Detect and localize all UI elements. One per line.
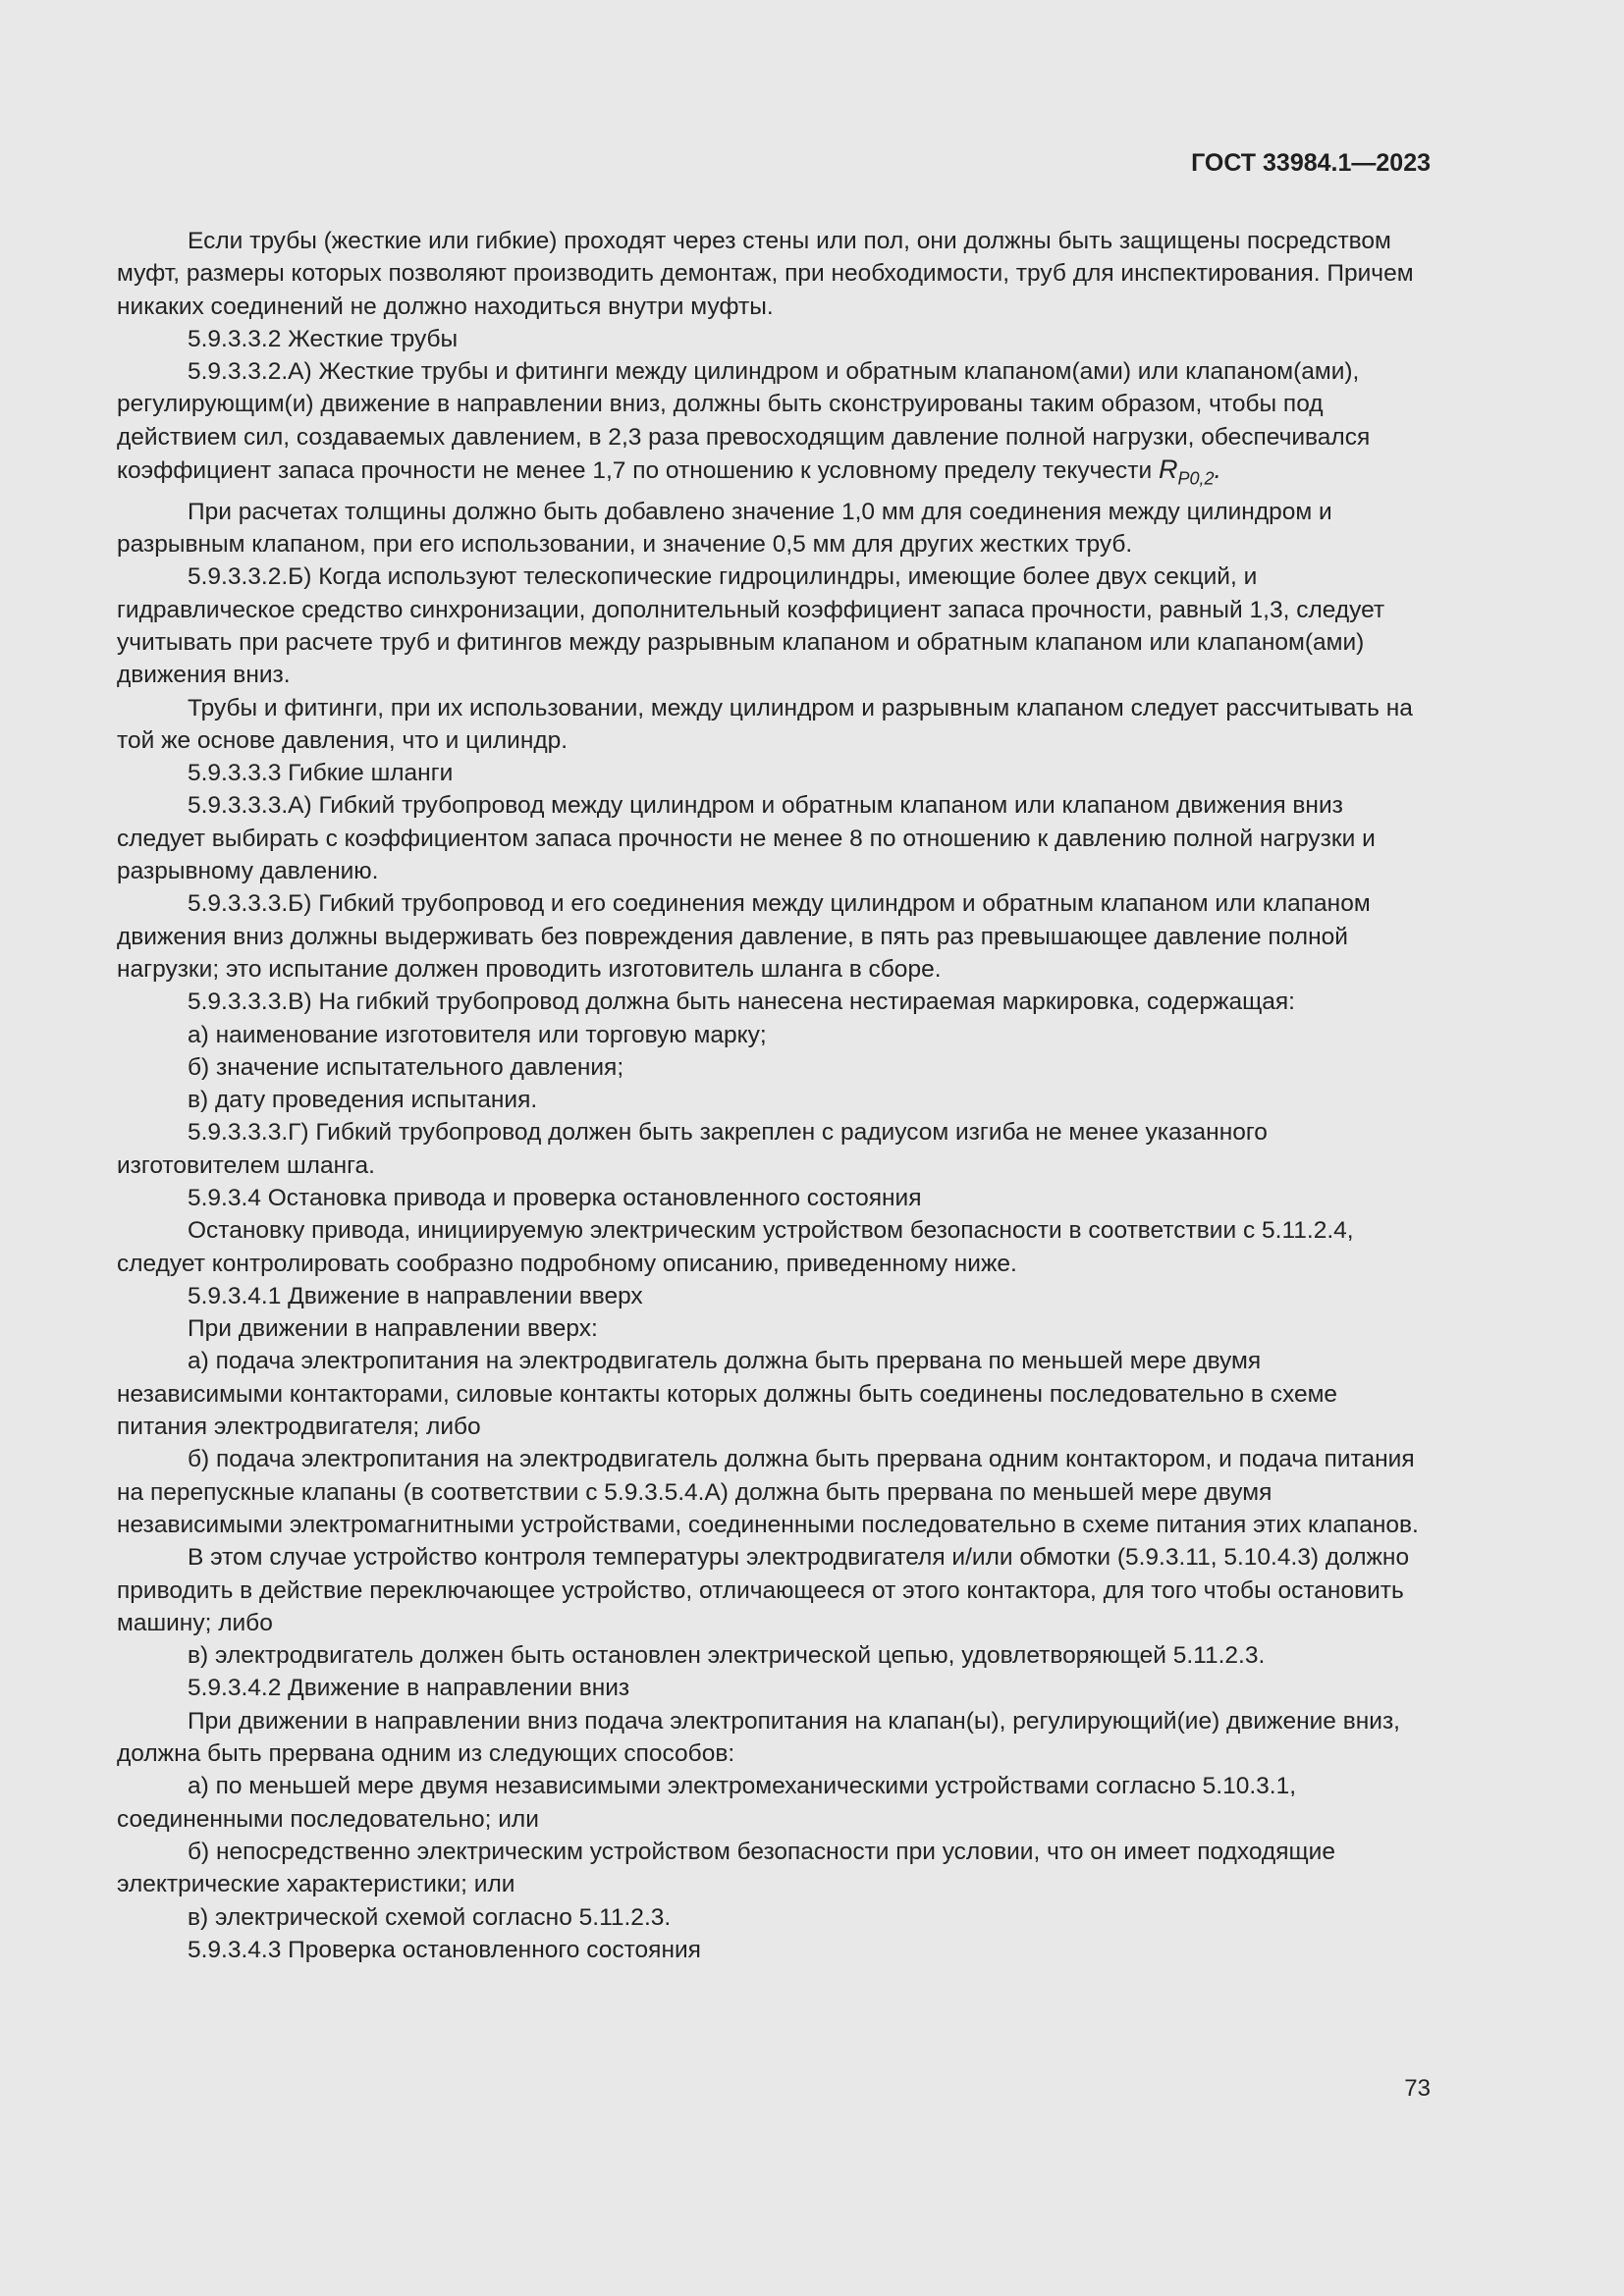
paragraph-text: 5.9.3.3.2.А) Жесткие трубы и фитинги между цилиндром и обратным клапаном(ами) или клапаном(ами), регулирующим(и) движение в направлении вниз, должны быть сконструированы таким образом, чтобы под действием сил, создаваемых давлением, в 2,3 раза превосходящим давление полной нагрузки, обеспечивался коэффициент запаса прочности не менее 1,7 по отношению к условному пределу текучести <box>117 358 1371 485</box>
paragraph: 5.9.3.3.2.Б) Когда используют телескопические гидроцилиндры, имеющие более двух секций, и гидравлическое средство синхронизации, дополнительный коэффициент запаса прочности, равный 1,3, следует учитывать при расчете труб и фитингов между разрывным клапаном и обратным клапаном или клапаном(ами) движения вниз. <box>117 563 1385 689</box>
section-heading: 5.9.3.4.1 Движение в направлении вверх <box>188 1282 643 1309</box>
list-item: а) по меньшей мере двумя независимыми электромеханическими устройствами согласно 5.10.3.1, соединенными последовательно; или <box>117 1773 1296 1833</box>
list-item: б) непосредственно электрическим устройством безопасности при условии, что он имеет подходящие электрические характеристики; или <box>117 1838 1335 1898</box>
paragraph: 5.9.3.3.3.А) Гибкий трубопровод между цилиндром и обратным клапаном или клапаном движения вниз следует выбирать с коэффициентом запаса прочности не менее 8 по отношению к давлению полной нагрузки и разрывному давлению. <box>117 792 1376 885</box>
page-number: 73 <box>1404 2075 1431 2102</box>
list-item: а) наименование изготовителя или торговую марку; <box>188 1021 767 1048</box>
section-heading: 5.9.3.4 Остановка привода и проверка остановленного состояния <box>188 1185 922 1211</box>
formula-symbol: R <box>1158 454 1178 485</box>
paragraph: 5.9.3.3.3.Г) Гибкий трубопровод должен быть закреплен с радиусом изгиба не менее указанного изготовителем шланга. <box>117 1119 1268 1179</box>
paragraph: 5.9.3.3.3.В) На гибкий трубопровод должна быть нанесена нестираемая маркировка, содержащая: <box>188 988 1295 1016</box>
paragraph: 5.9.3.3.3.Б) Гибкий трубопровод и его соединения между цилиндром и обратным клапаном или клапаном движения вниз должны выдерживать без повреждения давление, в пять раз превышающее давление полной нагрузки; это испытание должен проводить изготовитель шланга в сборе. <box>117 890 1371 983</box>
paragraph: Трубы и фитинги, при их использовании, между цилиндром и разрывным клапаном следует рассчитывать на той же основе давления, что и цилиндр. <box>117 694 1413 754</box>
list-item: в) дату проведения испытания. <box>188 1087 538 1114</box>
list-item: в) электродвигатель должен быть остановлен электрической цепью, удовлетворяющей 5.11.2.3. <box>188 1642 1266 1670</box>
document-body <box>117 225 1431 1966</box>
paragraph: Если трубы (жесткие или гибкие) проходят через стены или пол, они должны быть защищены посредством муфт, размеры которых позволяют производить демонтаж, при необходимости, труб для инспектирования. Причем никаких соединений не должно находиться внутри муфты. <box>117 228 1414 320</box>
section-heading: 5.9.3.3.3 Гибкие шланги <box>188 760 454 787</box>
list-item: б) подача электропитания на электродвигатель должна быть прервана одним контактором, и подача питания на перепускные клапаны (в соответствии с 5.9.3.5.4.А) должна быть прервана по меньшей мере двумя независимыми электромагнитными устройствами, соединенными последовательно в схеме питания этих клапанов. <box>117 1446 1419 1538</box>
list-item: б) значение испытательного давления; <box>188 1053 624 1081</box>
list-item: в) электрической схемой согласно 5.11.2.3. <box>188 1903 672 1931</box>
paragraph: При движении в направлении вверх: <box>188 1315 598 1343</box>
formula-subscript: P0,2 <box>1177 468 1215 489</box>
section-heading: 5.9.3.4.3 Проверка остановленного состояния <box>188 1936 701 1963</box>
paragraph <box>117 355 1431 496</box>
document-standard-id: ГОСТ 33984.1—2023 <box>1191 149 1431 177</box>
yield-strength-symbol <box>1158 454 1222 489</box>
paragraph: При движении в направлении вниз подача электропитания на клапан(ы), регулирующий(ие) движение вниз, должна быть прервана одним из следующих способов: <box>117 1707 1400 1768</box>
section-heading: 5.9.3.3.2 Жесткие трубы <box>188 325 459 352</box>
paragraph: В этом случае устройство контроля температуры электродвигателя и/или обмотки (5.9.3.11, 5.10.4.3) должно приводить в действие переключающее устройство, отличающееся от этого контактора, для того чтобы остановить машину; либо <box>117 1544 1410 1636</box>
list-item: а) подача электропитания на электродвигатель должна быть прервана по меньшей мере двумя независимыми контакторами, силовые контакты которых должны быть соединены последовательно в схеме питания электродвигателя; либо <box>117 1348 1338 1441</box>
paragraph: Остановку привода, инициируемую электрическим устройством безопасности в соответствии с 5.11.2.4, следует контролировать сообразно подробному описанию, приведенному ниже. <box>117 1217 1354 1277</box>
section-heading: 5.9.3.4.2 Движение в направлении вниз <box>188 1675 630 1702</box>
paragraph: При расчетах толщины должно быть добавлено значение 1,0 мм для соединения между цилиндром и разрывным клапаном, при его использовании, и значение 0,5 мм для других жестких труб. <box>117 498 1332 559</box>
formula-suffix: . <box>1214 454 1222 485</box>
